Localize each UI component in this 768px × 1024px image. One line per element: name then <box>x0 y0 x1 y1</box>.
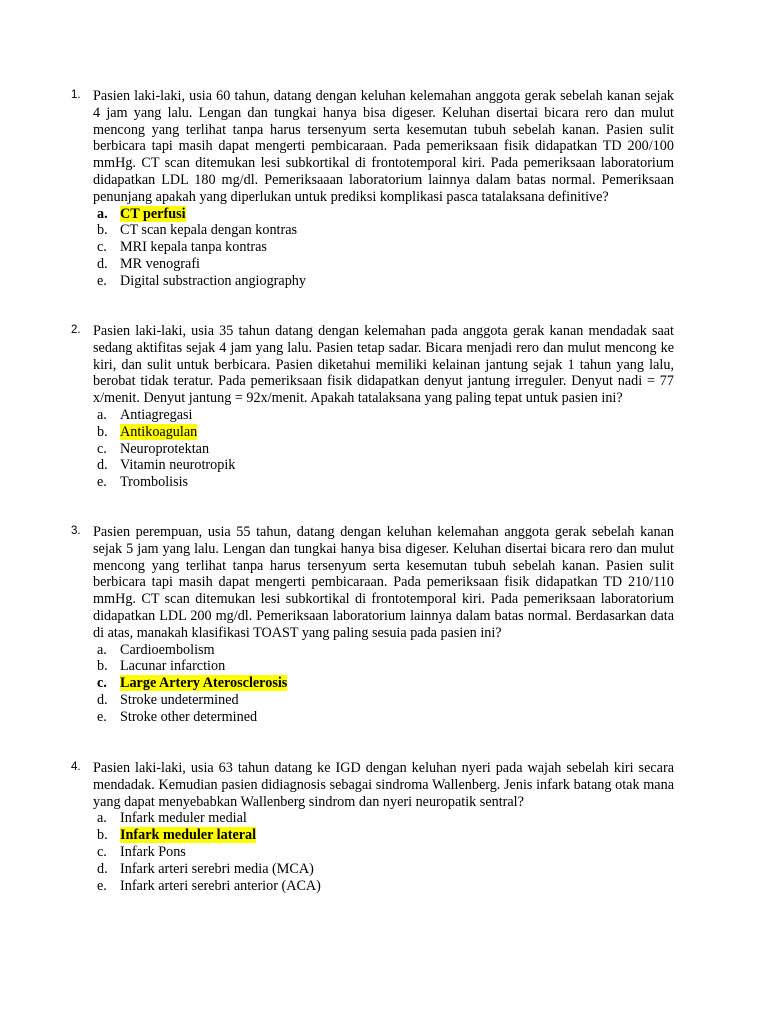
option-text: Vitamin neurotropik <box>120 457 236 474</box>
option-text: Infark arteri serebri media (MCA) <box>120 860 314 877</box>
option-letter: b. <box>97 658 108 675</box>
option-letter: e. <box>97 708 107 725</box>
option-text-highlighted: Large Artery Aterosclerosis <box>120 675 288 692</box>
option-letter: b. <box>97 827 108 844</box>
option-letter: a. <box>97 406 107 423</box>
option-letter: e. <box>97 877 107 894</box>
question-2 <box>71 323 674 491</box>
option-text: Infark arteri serebri anterior (ACA) <box>120 877 321 894</box>
question-text: Pasien laki-laki, usia 35 tahun datang dengan kelemahan pada anggota gerak kanan mendadak saat sedang aktifitas sejak 4 jam yang lalu. Pasien tetap sadar. Bicara menjadi rero dan mulut mencong ke kiri, dan sulit untuk berbicara. Pasien diketahui memiliki kelainan jantung sejak 1 tahun yang lalu, berobat tidak teratur. Pada pemeriksaan fisik didapatkan denyut jantung irreguler. Denyut nadi = 77 x/menit. Denyut jantung = 92x/menit. Apakah tatalaksana yang paling tepat untuk pasien ini? <box>93 323 674 407</box>
option-c <box>93 844 674 861</box>
option-list <box>93 810 674 894</box>
option-text: Infark meduler medial <box>120 810 247 827</box>
option-letter: d. <box>97 457 108 474</box>
option-text: Neuroprotektan <box>120 440 210 457</box>
option-d <box>93 457 674 474</box>
option-list <box>93 206 674 290</box>
question-3 <box>71 524 674 726</box>
option-list <box>93 642 674 726</box>
option-letter: d. <box>97 255 108 272</box>
option-b <box>93 424 674 441</box>
option-text: Infark Pons <box>120 843 186 860</box>
question-number: 2. <box>71 324 81 336</box>
option-letter: b. <box>97 222 108 239</box>
option-letter: e. <box>97 474 107 491</box>
option-text: Stroke other determined <box>120 708 258 725</box>
option-letter: a. <box>97 205 108 222</box>
option-text: MR venografi <box>120 255 200 272</box>
option-letter: c. <box>97 675 107 692</box>
question-text: Pasien laki-laki, usia 63 tahun datang ke IGD dengan keluhan nyeri pada wajah sebelah kiri secara mendadak. Kemudian pasien didiagnosis sebagai sindroma Wallenberg. Jenis infark batang otak mana yang dapat menyebabkan Wallenberg sindrom dan nyeri neuropatik sentral? <box>93 760 674 810</box>
option-letter: e. <box>97 272 107 289</box>
option-text: Lacunar infarction <box>120 658 226 675</box>
option-a <box>93 642 674 659</box>
question-number: 4. <box>71 761 81 773</box>
option-a <box>93 206 674 223</box>
option-text: Cardioembolism <box>120 641 215 658</box>
question-number: 1. <box>71 89 81 101</box>
option-d <box>93 861 674 878</box>
option-a <box>93 407 674 424</box>
question-text: Pasien laki-laki, usia 60 tahun, datang dengan keluhan kelemahan anggota gerak sebelah kanan sejak 4 jam yang lalu. Lengan dan tungkai hanya bisa digeser. Keluhan disertai bicara rero dan mulut mencong yang terlihat tanpa harus tersenyum serta kesemutan tubuh sebelah kanan. Pasien sulit berbicara tapi masih dapat mengerti pembicaraan. Pada pemeriksaan fisik didapatkan TD 200/100 mmHg. CT scan ditemukan lesi subkortikal di frontotemporal kiri. Pada pemeriksaan laboratorium didapatkan LDL 180 mg/dl. Pemeriksaaan laboratorium lainnya dalam batas normal. Pemeriksaan penunjang apakah yang diperlukan untuk prediksi komplikasi pasca tatalaksana definitive? <box>93 88 674 205</box>
option-letter: c. <box>97 440 107 457</box>
option-c <box>93 675 674 692</box>
option-d <box>93 692 674 709</box>
option-c <box>93 239 674 256</box>
option-letter: d. <box>97 691 108 708</box>
option-c <box>93 441 674 458</box>
option-a <box>93 810 674 827</box>
option-b <box>93 222 674 239</box>
question-number: 3. <box>71 525 81 537</box>
question-text: Pasien perempuan, usia 55 tahun, datang dengan keluhan kelemahan anggota gerak sebelah kanan sejak 5 jam yang lalu. Lengan dan tungkai hanya bisa digeser. Keluhan disertai bicara rero dan mulut mencong yang terlihat tanpa harus tersenyum serta kesemutan tubuh sebelah kanan. Pasien sulit berbicara tapi masih dapat mengerti pembicaraan. Pada pemeriksaan fisik didapatkan TD 210/110 mmHg. CT scan ditemukan lesi subkortikal di frontotemporal kiri. Pada pemeriksaan laboratorium didapatkan LDL 200 mg/dl. Pemeriksaan laboratorium lainnya dalam batas normal. Berdasarkan data di atas, manakah klasifikasi TOAST yang paling sesuia pada pasien ini? <box>93 524 674 641</box>
question-1 <box>71 88 674 290</box>
option-text: Digital substraction angiography <box>120 272 306 289</box>
option-e <box>93 878 674 895</box>
option-text: CT scan kepala dengan kontras <box>120 222 298 239</box>
option-list <box>93 407 674 491</box>
option-text: Trombolisis <box>120 474 189 491</box>
option-e <box>93 709 674 726</box>
option-b <box>93 827 674 844</box>
option-e <box>93 273 674 290</box>
option-text-highlighted: CT perfusi <box>120 205 186 222</box>
option-text: Antiagregasi <box>120 406 193 423</box>
option-b <box>93 658 674 675</box>
option-text-highlighted: Antikoagulan <box>120 423 198 440</box>
option-text: Stroke undetermined <box>120 691 239 708</box>
option-text: MRI kepala tanpa kontras <box>120 239 267 256</box>
option-letter: c. <box>97 239 107 256</box>
option-text-highlighted: Infark meduler lateral <box>120 827 257 844</box>
question-4 <box>71 760 674 894</box>
option-letter: c. <box>97 843 107 860</box>
option-letter: a. <box>97 810 107 827</box>
option-d <box>93 256 674 273</box>
option-letter: d. <box>97 860 108 877</box>
option-e <box>93 474 674 491</box>
option-letter: b. <box>97 423 108 440</box>
option-letter: a. <box>97 641 107 658</box>
